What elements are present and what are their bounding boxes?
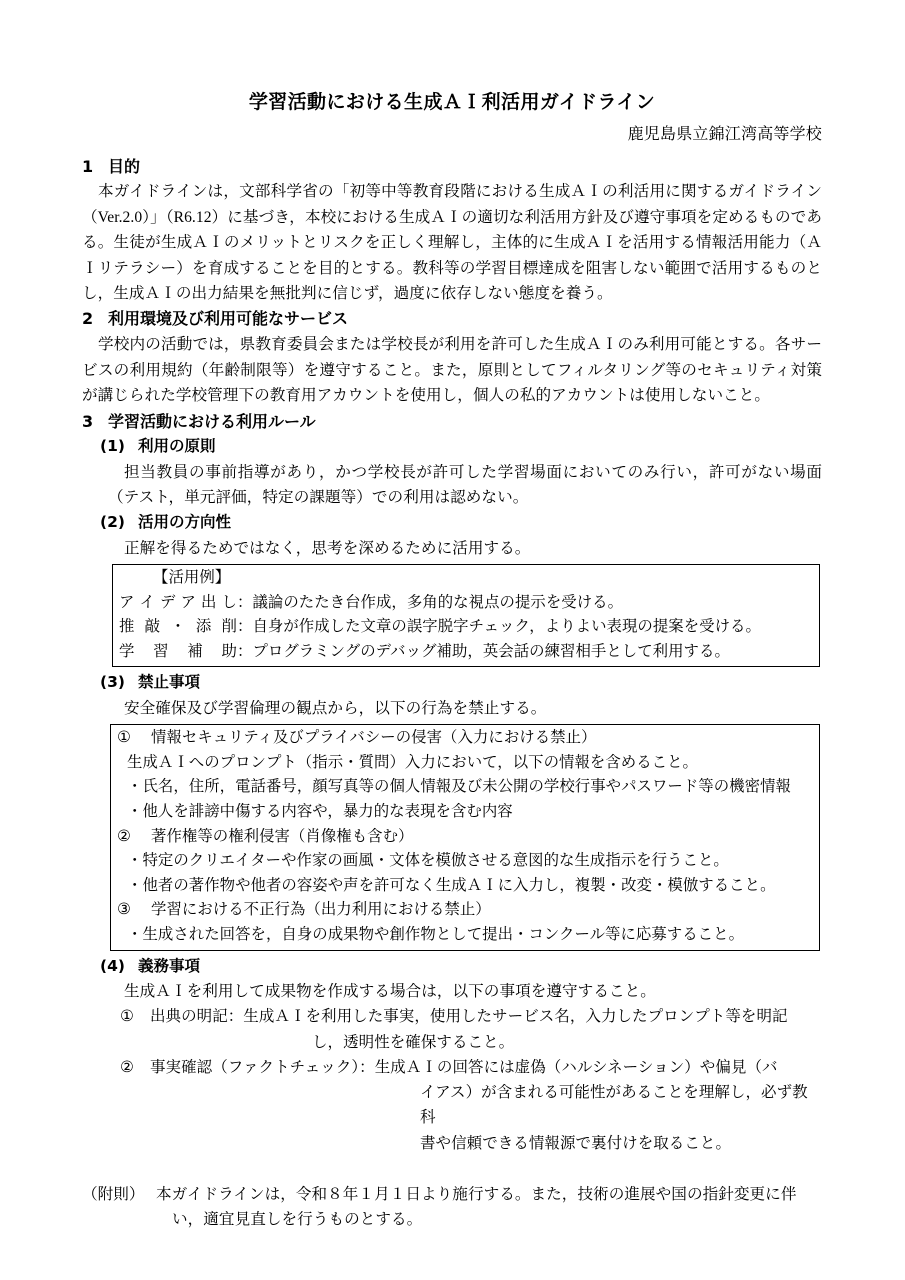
subsection-2-body: 正解を得るためではなく，思考を深めるために活用する。 — [124, 539, 531, 557]
duty-item-continuation: し，透明性を確保すること。 — [312, 1033, 515, 1051]
prohibition-lead: 生成ＡＩへのプロンプト（指示・質問）入力において，以下の情報を含めること。 — [127, 753, 698, 771]
prohibition-group-title: 学習における不正行為（出力利用における禁止） — [151, 901, 491, 919]
example-colon: ： — [237, 593, 253, 611]
circled-number-3: ③ — [117, 901, 131, 919]
section-number-1: 1 — [82, 156, 94, 176]
label-char: デ — [160, 593, 176, 611]
appendix-row — [82, 1182, 822, 1207]
circled-number-1: ① — [117, 728, 131, 746]
section-number-2: 2 — [82, 309, 94, 329]
example-row — [119, 615, 813, 640]
document-content — [82, 88, 822, 1233]
label-char: 推 — [119, 618, 135, 636]
duty-item-1 — [82, 1004, 822, 1029]
example-row — [119, 591, 813, 616]
subsection-title-4: 義務事項 — [138, 956, 201, 975]
label-char: 補 — [187, 642, 203, 660]
label-char: ア — [119, 593, 135, 611]
prohibition-bullet: ・他者の著作物や他者の容姿や声を許可なく生成ＡＩに入力し，複製・改変・模倣すること。 — [127, 876, 776, 894]
example-text: 議論のたたき台作成，多角的な視点の提示を受ける。 — [252, 593, 624, 611]
circled-number-2: ② — [117, 827, 131, 845]
label-char: 添 — [195, 618, 212, 636]
example-label — [119, 615, 237, 640]
prohibition-group-heading — [117, 898, 813, 923]
example-text: プログラミングのデバッグ補助，英会話の練習相手として利用する。 — [252, 642, 730, 660]
label-char: 学 — [119, 642, 135, 660]
subsection-number-1: (1) — [100, 437, 125, 456]
subsection-number-3: (3) — [100, 673, 125, 692]
label-char: ・ — [170, 618, 186, 636]
subsection-4-body: 生成ＡＩを利用して成果物を作成する場合は，以下の事項を遵守すること。 — [124, 982, 656, 1000]
section-number-3: 3 — [82, 411, 94, 431]
label-char: ア — [180, 593, 196, 611]
label-char: イ — [139, 593, 155, 611]
appendix-continuation: い，適宜見直しを行うものとする。 — [172, 1211, 423, 1229]
section-title-1: 目的 — [108, 156, 141, 176]
label-char: 助 — [221, 642, 237, 660]
section-heading-2 — [82, 306, 822, 332]
page-title: 学習活動における生成ＡＩ利活用ガイドライン — [248, 91, 656, 113]
section-1-paragraph: 本ガイドラインは，文部科学省の「初等中等教育段階における生成ＡＩの利活用に関するガイドライン（Ver.2.0）」（R6.12）に基づき，本校における生成ＡＩの適切な利活用方針及び遵守事項を定めるものである。生徒が生成ＡＩのメリットとリスクを正しく理解し，主体的に生成ＡＩを活用する情報活用能力（ＡＩリテラシー）を育成することを目的とする。教科等の学習目標達成を阻害しない範囲で活用するものとし，生成ＡＩの出力結果を無批判に信じず，過度に依存しない態度を養う。 — [82, 183, 822, 303]
circled-number-2: ② — [120, 1058, 134, 1076]
subsection-heading-4 — [82, 954, 822, 979]
appendix-label: （附則） — [82, 1185, 145, 1203]
prohibition-group-heading — [117, 825, 813, 850]
prohibition-bullet: ・他人を誹謗中傷する内容や，暴力的な表現を含む内容 — [127, 802, 513, 820]
example-text: 自身が作成した文章の誤字脱字チェック，よりよい表現の提案を受ける。 — [252, 618, 761, 636]
duty-item-text: 出典の明記：生成ＡＩを利用した事実，使用したサービス名，入力したプロンプト等を明記 — [150, 1008, 788, 1026]
example-row — [119, 640, 813, 665]
subsection-heading-3 — [82, 670, 822, 695]
example-label — [119, 640, 237, 665]
section-title-2: 利用環境及び利用可能なサービス — [108, 309, 349, 329]
prohibition-group-heading — [117, 726, 813, 751]
subsection-3-body: 安全確保及び学習倫理の観点から，以下の行為を禁止する。 — [124, 699, 547, 717]
prohibition-bullet: ・特定のクリエイターや作家の画風・文体を模倣させる意図的な生成指示を行うこと。 — [127, 852, 729, 870]
subsection-title-1: 利用の原則 — [138, 437, 216, 456]
subsection-number-4: (4) — [100, 956, 125, 975]
subsection-heading-1 — [82, 434, 822, 459]
example-box-caption: 【活用例】 — [153, 568, 231, 586]
section-2-paragraph: 学校内の活動では，県教育委員会または学校長が利用を許可した生成ＡＩのみ利用可能とする。各サービスの利用規約（年齢制限等）を遵守すること。また，原則としてフィルタリング等のセキュリティ対策が講じられた学校管理下の教育用アカウントを使用し，個人の私的アカウントは使用しないこと。 — [82, 336, 822, 405]
appendix-text: 本ガイドラインは，令和８年１月１日より施行する。また，技術の進展や国の指針変更に伴 — [156, 1185, 797, 1203]
organization-name: 鹿児島県立錦江湾高等学校 — [627, 125, 822, 143]
prohibition-box — [110, 724, 820, 951]
prohibition-group-title: 著作権等の権利侵害（肖像権も含む） — [151, 827, 414, 845]
subsection-title-2: 活用の方向性 — [138, 513, 232, 532]
example-label — [119, 591, 237, 616]
subsection-title-3: 禁止事項 — [138, 673, 201, 692]
subsection-heading-2 — [82, 510, 822, 535]
prohibition-group-title: 情報セキュリティ及びプライバシーの侵害（入力における禁止） — [151, 728, 597, 746]
duty-item-text: 事実確認（ファクトチェック）：生成ＡＩの回答には虚偽（ハルシネーション）や偏見（バ — [150, 1058, 778, 1076]
circled-number-1: ① — [120, 1008, 134, 1026]
duty-item-continuation: イアス）が含まれる可能性があることを理解し，必ず教科 — [420, 1084, 808, 1127]
section-heading-3 — [82, 409, 822, 435]
duty-item-continuation: 書や信頼できる情報源で裏付けを取ること。 — [420, 1134, 732, 1152]
prohibition-bullet: ・氏名，住所，電話番号，顔写真等の個人情報及び未公開の学校行事やパスワード等の機密情報 — [127, 778, 791, 796]
label-char: し — [221, 593, 237, 611]
section-heading-1 — [82, 154, 822, 180]
example-box — [112, 564, 820, 668]
label-char: 削 — [221, 618, 237, 636]
label-char: 出 — [201, 593, 217, 611]
label-char: 習 — [153, 642, 169, 660]
label-char: 敲 — [144, 618, 161, 636]
example-colon: ： — [237, 642, 253, 660]
example-colon: ： — [237, 618, 253, 636]
subsection-number-2: (2) — [100, 513, 125, 532]
duty-item-2 — [82, 1055, 822, 1080]
section-title-3: 学習活動における利用ルール — [108, 411, 316, 431]
subsection-1-body: 担当教員の事前指導があり，かつ学校長が許可した学習場面においてのみ行い，許可がない場面（テスト，単元評価，特定の課題等）での利用は認めない。 — [108, 463, 822, 506]
prohibition-bullet: ・生成された回答を，自身の成果物や創作物として提出・コンクール等に応募すること。 — [127, 926, 745, 944]
